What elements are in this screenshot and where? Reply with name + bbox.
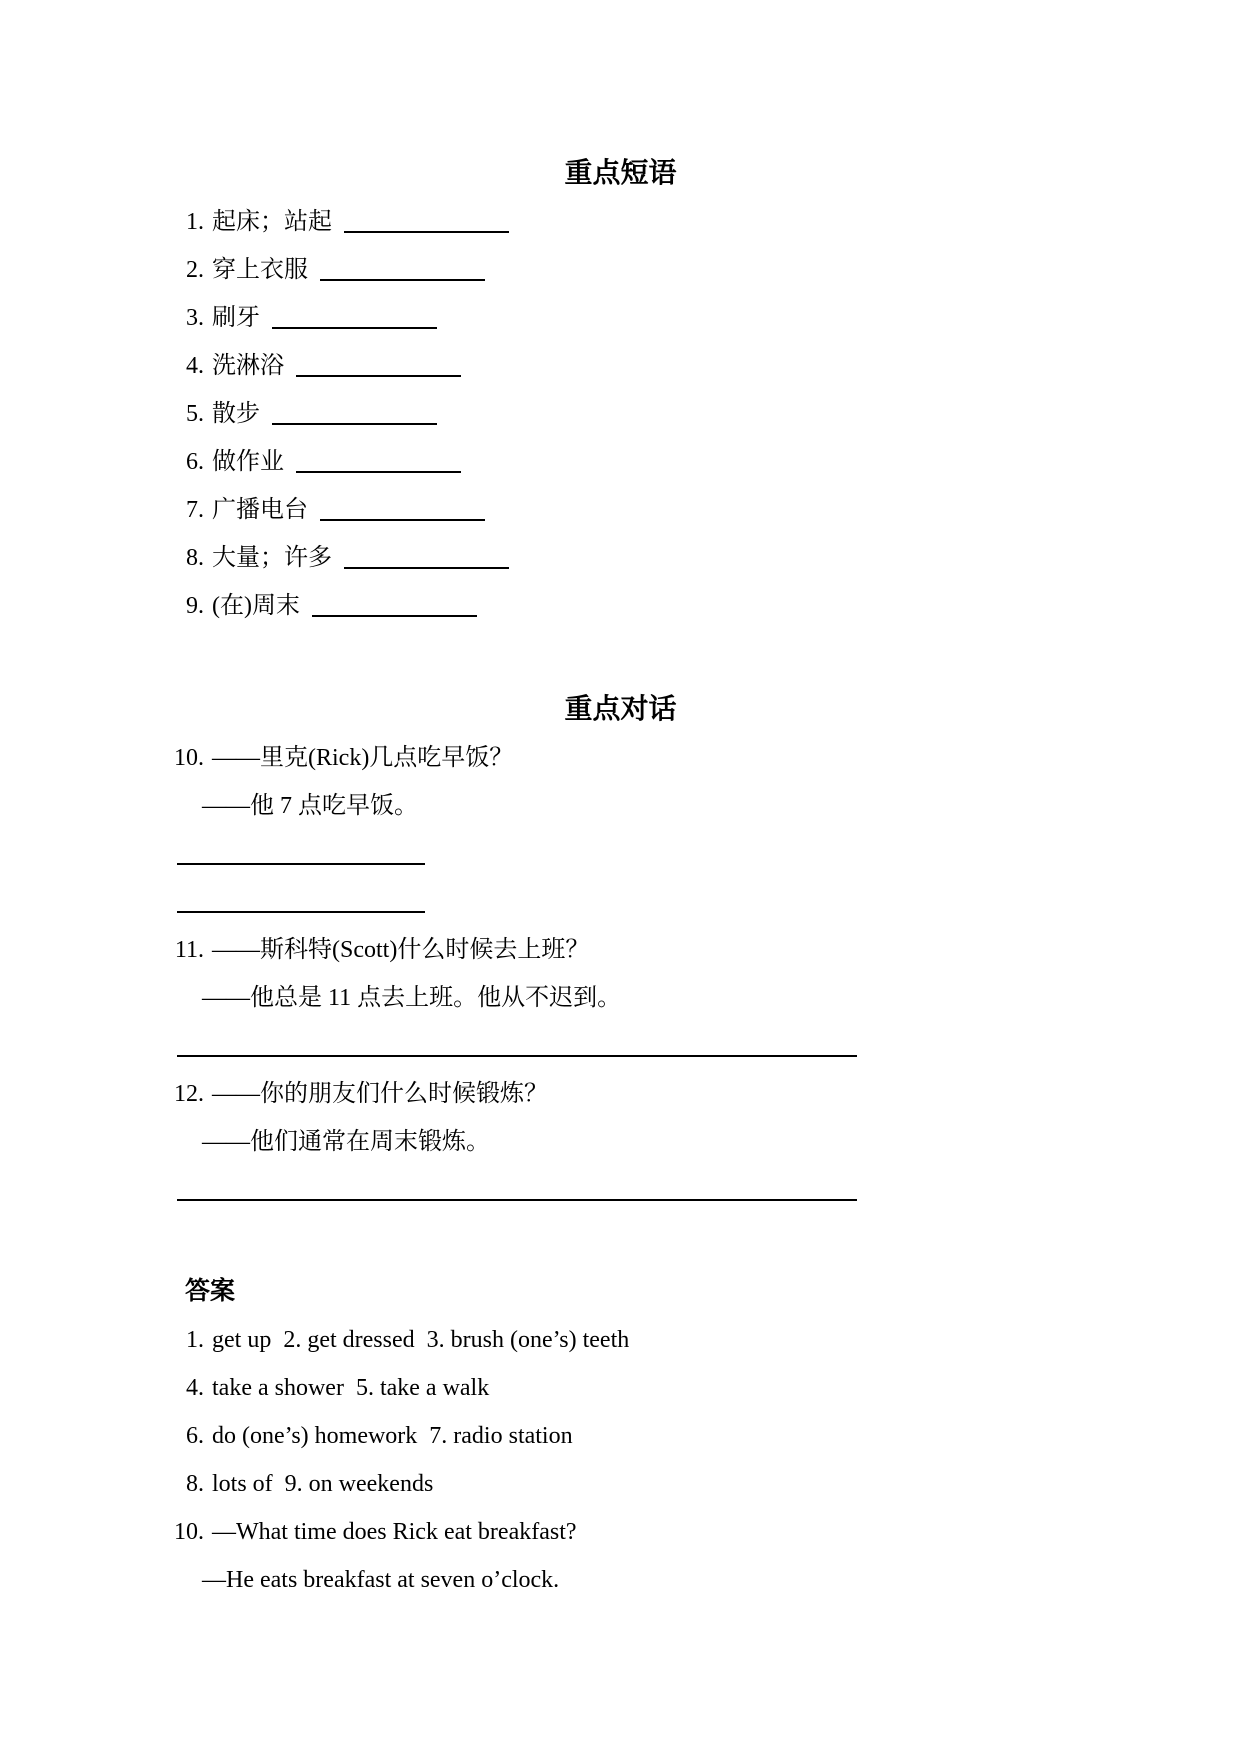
phrase-text: 大量；许多 — [212, 545, 332, 571]
phrase-item — [0, 342, 1241, 390]
dialogue-number: 10. — [174, 745, 204, 771]
translation-blank-row — [0, 1166, 1241, 1214]
dialogue-question — [0, 1070, 1241, 1118]
phrase-text: 穿上衣服 — [212, 257, 308, 283]
item-number: 2. — [186, 257, 204, 283]
phrase-text: 起床；站起 — [212, 209, 332, 235]
answer-number: 6. — [186, 1423, 204, 1449]
fill-in-blank — [296, 471, 461, 473]
answer-text: lots of 9. on weekends — [212, 1471, 434, 1497]
section-gap — [0, 630, 1241, 686]
answer-text: do (one’s) homework 7. radio station — [212, 1423, 573, 1449]
answer-number: 8. — [186, 1471, 204, 1497]
phrase-text: (在)周末 — [212, 593, 300, 619]
fill-in-blank — [296, 375, 461, 377]
answer-line — [0, 1316, 1241, 1364]
answer-number: 10. — [174, 1519, 204, 1545]
fill-in-blank — [320, 519, 485, 521]
phrase-item — [0, 198, 1241, 246]
answer-text: —What time does Rick eat breakfast? — [212, 1519, 577, 1545]
fill-in-blank — [320, 279, 485, 281]
dialogue-question — [0, 926, 1241, 974]
item-number: 5. — [186, 401, 204, 427]
translation-blank — [177, 911, 425, 913]
answers-title: 答案 — [185, 1278, 236, 1305]
translation-blank — [177, 1199, 857, 1201]
answer-line — [0, 1508, 1241, 1556]
answer-line — [0, 1364, 1241, 1412]
item-number: 9. — [186, 593, 204, 619]
phrase-item — [0, 582, 1241, 630]
answer-text: get up 2. get dressed 3. brush (one’s) teeth — [212, 1327, 630, 1353]
phrase-text: 广播电台 — [212, 497, 308, 523]
answer-line — [0, 1412, 1241, 1460]
phrase-item — [0, 390, 1241, 438]
answer-line-indented: —He eats breakfast at seven o’clock. — [202, 1567, 560, 1593]
phrase-text: 散步 — [212, 401, 260, 427]
dialogue-number: 11. — [174, 937, 204, 963]
translation-blank — [177, 1055, 857, 1057]
answer-line — [0, 1460, 1241, 1508]
item-number: 8. — [186, 545, 204, 571]
key-dialogues-title: 重点对话 — [564, 694, 677, 725]
item-number: 6. — [186, 449, 204, 475]
answer-number: 4. — [186, 1375, 204, 1401]
item-number: 7. — [186, 497, 204, 523]
top-margin — [0, 0, 1241, 150]
fill-in-blank — [272, 423, 437, 425]
dialogue-reply: ——他 7 点吃早饭。 — [202, 793, 418, 819]
fill-in-blank — [344, 567, 509, 569]
item-number: 4. — [186, 353, 204, 379]
translation-blank-row — [0, 878, 1241, 926]
phrase-text: 刷牙 — [212, 305, 260, 331]
item-number: 1. — [186, 209, 204, 235]
translation-blank-row — [0, 830, 1241, 878]
section-gap — [0, 1214, 1241, 1268]
dialogue-reply: ——他们通常在周末锻炼。 — [202, 1129, 490, 1155]
dialogue-question-text: ——你的朋友们什么时候锻炼？ — [212, 1081, 548, 1107]
phrase-text: 洗淋浴 — [212, 353, 284, 379]
phrase-item — [0, 438, 1241, 486]
fill-in-blank — [272, 327, 437, 329]
phrase-item — [0, 294, 1241, 342]
phrase-item — [0, 246, 1241, 294]
dialogue-question — [0, 734, 1241, 782]
dialogue-number: 12. — [174, 1081, 204, 1107]
phrase-text: 做作业 — [212, 449, 284, 475]
phrase-item — [0, 486, 1241, 534]
fill-in-blank — [344, 231, 509, 233]
fill-in-blank — [312, 615, 477, 617]
dialogue-reply: ——他总是 11 点去上班。他从不迟到。 — [202, 985, 622, 1011]
phrase-item — [0, 534, 1241, 582]
translation-blank-row — [0, 1022, 1241, 1070]
answer-number: 1. — [186, 1327, 204, 1353]
dialogue-question-text: ——里克(Rick)几点吃早饭？ — [212, 745, 514, 771]
translation-blank — [177, 863, 425, 865]
dialogue-question-text: ——斯科特(Scott)什么时候去上班？ — [212, 937, 590, 963]
item-number: 3. — [186, 305, 204, 331]
answer-text: take a shower 5. take a walk — [212, 1375, 490, 1401]
key-phrases-title: 重点短语 — [564, 158, 677, 189]
